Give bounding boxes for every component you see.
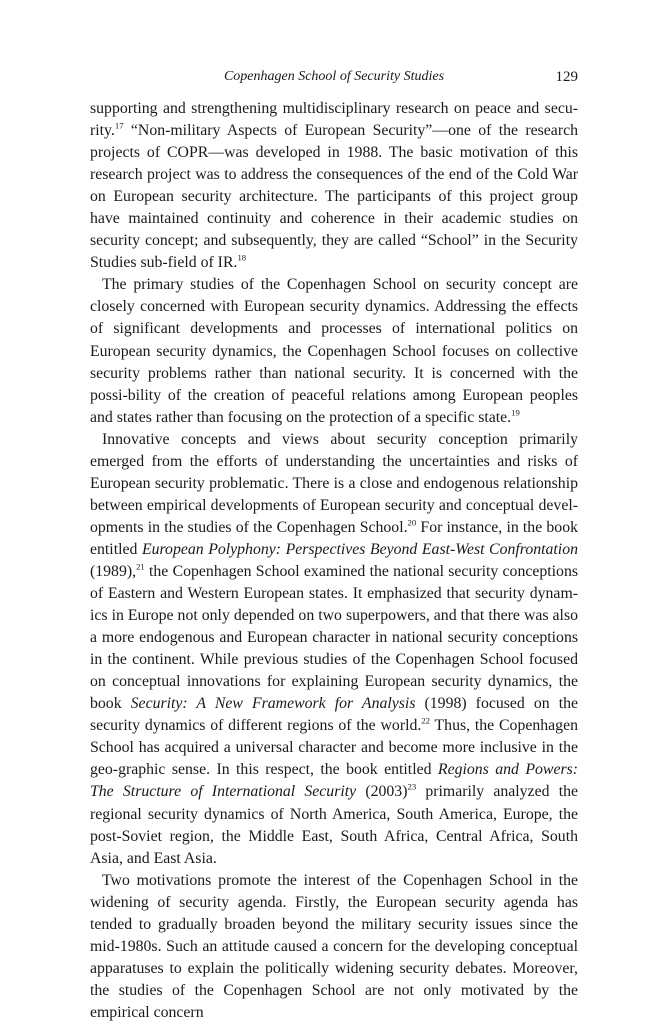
- footnote-marker: 23: [407, 781, 417, 792]
- page-number: 129: [555, 69, 578, 85]
- footnote-marker: 22: [421, 715, 430, 726]
- paragraph-text: Innovative concepts and views about security conception primarily emerged from the efforts of understanding the uncertainties and risks of European security problematic. There is a close and endogenous relationship between empirical developments of European security and conceptual devel-opments in the studies of the Copenhagen School.: [90, 430, 578, 536]
- paragraph-text: (1998) focused on the security dynamics of different regions of the world.: [90, 695, 578, 735]
- footnote-marker: 18: [237, 252, 247, 263]
- footnote-marker: 21: [136, 561, 145, 572]
- book-title: European Polyphony: Perspectives Beyond East-West Confrontation: [141, 540, 578, 558]
- paragraph-text: Two motivations promote the interest of the Copenhagen School in the widening of security agenda. Firstly, the European security agenda has tended to gradually broaden beyond the military security issues since the mid-1980s. Such an attitude caused a concern for the developing conceptual apparatuses to explain the politically widening security debates. Moreover, the studies of the Copenhagen School are not only motivated by the empirical concern: [90, 871, 578, 1021]
- paragraph-text: primarily analyzed the regional security dynamics of North America, South America, Europe, the post-Soviet region, the Middle East, South Africa, Central Africa, South Asia, and East Asia.: [90, 783, 578, 867]
- paragraph-1: [90, 98, 578, 274]
- footnote-marker: 20: [407, 517, 417, 528]
- paragraph-text: “Non-military Aspects of European Security”—one of the research projects of COPR—was developed in 1988. The basic motivation of this research project was to address the consequences of the end of the Cold War on European security architecture. The participants of this project group have maintained continuity and coherence in their academic studies on security concept; and subsequently, they are called “School” in the Security Studies sub-field of IR.: [90, 122, 578, 272]
- footnote-marker: 17: [114, 120, 124, 131]
- paragraph-text: (2003): [356, 783, 408, 801]
- running-header: [90, 66, 578, 88]
- paragraph-text: Thus, the Copenhagen School has acquired a universal character and become more inclusive in the geo-graphic sense. In this respect, the book entitled: [90, 717, 578, 779]
- paragraph-3: [90, 429, 578, 870]
- paragraph-text: supporting and strengthening multidisciplinary research on peace and secu-rity.: [90, 100, 578, 140]
- paragraph-2: [90, 274, 578, 428]
- paragraph-4: [90, 870, 578, 1024]
- paragraph-text: The primary studies of the Copenhagen School on security concept are closely concerned with European security dynamics. Addressing the effects of significant developments and processes of international politics on European security dynamics, the Copenhagen School focuses on collective security problems rather than national security. It is concerned with the possi-bility of the creation of peaceful relations among European peoples and states rather than focusing on the protection of a specific state.: [90, 276, 578, 426]
- paragraph-text: the Copenhagen School examined the national security conceptions of Eastern and Western European states. It emphasized that security dynam-ics in Europe not only depended on two superpowers, and that there was also a more endogenous and European character in national security conceptions in the continent. While previous studies of the Copenhagen School focused on conceptual innovations for explaining European security dynamics, the book: [90, 562, 578, 713]
- running-title: Copenhagen School of Security Studies: [223, 69, 445, 84]
- body-text: [90, 98, 578, 1024]
- book-title: Security: A New Framework for Analysis: [130, 695, 416, 713]
- book-title: Regions and Powers: The Structure of International Security: [90, 761, 579, 801]
- footnote-marker: 19: [511, 407, 520, 418]
- paragraph-text: For instance, in the book entitled: [90, 518, 578, 558]
- paragraph-text: (1989),: [90, 562, 137, 580]
